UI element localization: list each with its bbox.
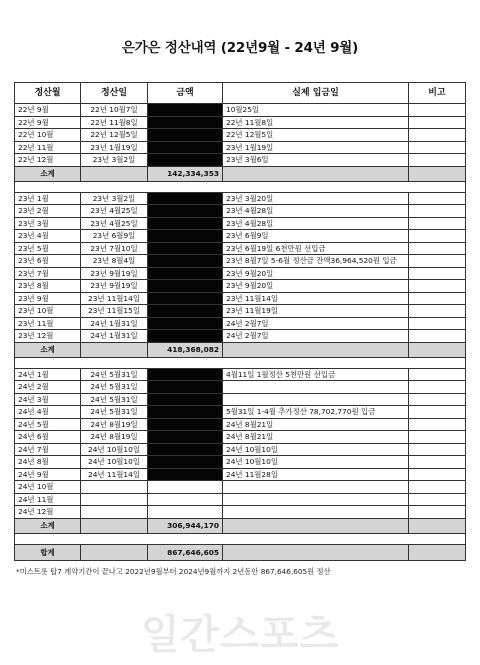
settle-date-cell: 22년 11월8일	[81, 116, 148, 129]
redacted-amount-cell	[148, 443, 223, 456]
spacer-cell	[15, 181, 466, 192]
deposit-date-cell: 23년 4월28일	[223, 205, 409, 218]
redacted-amount-cell	[148, 192, 223, 205]
settle-month-cell: 23년 4월	[15, 230, 81, 243]
table-row	[15, 129, 466, 142]
deposit-date-cell: 24년 8월21일	[223, 418, 409, 431]
redacted-amount-cell	[148, 468, 223, 481]
note-cell	[409, 280, 466, 293]
table-row	[15, 292, 466, 305]
redacted-amount-cell	[148, 456, 223, 469]
settle-date-cell: 23년 3월2일	[81, 154, 148, 167]
subtotal-label: 소계	[15, 342, 81, 357]
note-cell	[409, 468, 466, 481]
settle-date-cell: 24년 5월31일	[81, 381, 148, 394]
subtotal-blank	[81, 518, 148, 533]
redacted-amount-cell	[148, 116, 223, 129]
header-settle-date: 정산일	[81, 83, 148, 104]
deposit-date-cell: 24년 8월21일	[223, 431, 409, 444]
deposit-date-cell	[223, 393, 409, 406]
redacted-amount-cell	[148, 305, 223, 318]
settle-date-cell: 23년 8월4일	[81, 255, 148, 268]
deposit-date-cell: 5월31일 1-4월 추가정산 78,702,770원 입금	[223, 406, 409, 419]
subtotal-blank	[409, 342, 466, 357]
deposit-date-cell: 23년 4월28일	[223, 217, 409, 230]
settle-date-cell: 23년 9월19일	[81, 280, 148, 293]
settle-date-cell: 23년 4월25일	[81, 217, 148, 230]
table-row	[15, 242, 466, 255]
note-cell	[409, 317, 466, 330]
redacted-amount-cell	[148, 255, 223, 268]
table-row	[15, 154, 466, 167]
subtotal-label: 소계	[15, 518, 81, 533]
settle-month-cell: 24년 6월	[15, 431, 81, 444]
settle-month-cell: 23년 2월	[15, 205, 81, 218]
settle-month-cell: 24년 5월	[15, 418, 81, 431]
redacted-amount-cell	[148, 292, 223, 305]
deposit-date-cell: 23년 3월6일	[223, 154, 409, 167]
settle-month-cell: 23년 3월	[15, 217, 81, 230]
redacted-amount-cell	[148, 129, 223, 142]
settle-month-cell: 24년 9월	[15, 468, 81, 481]
settle-month-cell: 23년 6월	[15, 255, 81, 268]
subtotal-amount: 142,334,353	[148, 166, 223, 181]
note-cell	[409, 305, 466, 318]
header-amount: 금액	[148, 83, 223, 104]
table-row	[15, 330, 466, 343]
subtotal-blank	[223, 518, 409, 533]
subtotal-row	[15, 166, 466, 181]
deposit-date-cell	[223, 381, 409, 394]
note-cell	[409, 129, 466, 142]
spacer-row	[15, 533, 466, 544]
table-row	[15, 443, 466, 456]
note-cell	[409, 330, 466, 343]
table-row	[15, 305, 466, 318]
total-blank	[409, 544, 466, 560]
deposit-date-cell: 23년 9월20일	[223, 280, 409, 293]
subtotal-label: 소계	[15, 166, 81, 181]
deposit-date-cell	[223, 493, 409, 506]
note-cell	[409, 292, 466, 305]
note-cell	[409, 141, 466, 154]
deposit-date-cell: 22년 11월8일	[223, 116, 409, 129]
document-title: 은가은 정산내역 (22년9월 - 24년 9월)	[121, 40, 359, 56]
subtotal-amount: 418,368,082	[148, 342, 223, 357]
note-cell	[409, 104, 466, 117]
redacted-amount-cell	[148, 141, 223, 154]
total-label: 합계	[15, 544, 81, 560]
settle-date-cell: 23년 9월19일	[81, 267, 148, 280]
redacted-amount-cell	[148, 381, 223, 394]
table-row	[15, 280, 466, 293]
settle-month-cell: 23년 5월	[15, 242, 81, 255]
note-cell	[409, 230, 466, 243]
redacted-amount-cell	[148, 431, 223, 444]
settle-date-cell: 24년 5월31일	[81, 368, 148, 381]
deposit-date-cell: 4월11일 1월정산 5천만원 선입금	[223, 368, 409, 381]
subtotal-row	[15, 342, 466, 357]
redacted-amount-cell	[148, 217, 223, 230]
subtotal-blank	[81, 166, 148, 181]
grand-total-row	[15, 544, 466, 560]
redacted-amount-cell	[148, 368, 223, 381]
subtotal-blank	[223, 342, 409, 357]
table-row	[15, 431, 466, 444]
note-cell	[409, 481, 466, 494]
note-cell	[409, 406, 466, 419]
table-row	[15, 381, 466, 394]
settle-date-cell: 24년 5월31일	[81, 406, 148, 419]
settle-month-cell: 22년 9월	[15, 104, 81, 117]
settle-date-cell: 24년 5월31일	[81, 393, 148, 406]
deposit-date-cell: 23년 6월19일 6천만원 선입금	[223, 242, 409, 255]
subtotal-row	[15, 518, 466, 533]
note-cell	[409, 267, 466, 280]
note-cell	[409, 493, 466, 506]
settle-month-cell: 23년 9월	[15, 292, 81, 305]
deposit-date-cell: 24년 2월7일	[223, 330, 409, 343]
settlement-table	[14, 82, 466, 561]
redacted-amount-cell	[148, 317, 223, 330]
note-cell	[409, 242, 466, 255]
deposit-date-cell: 23년 8월7일 5-6월 정산금 잔액36,964,520원 입금	[223, 255, 409, 268]
table-row	[15, 116, 466, 129]
settle-date-cell	[81, 493, 148, 506]
redacted-amount-cell	[148, 280, 223, 293]
note-cell	[409, 393, 466, 406]
settle-month-cell: 22년 12월	[15, 154, 81, 167]
settle-date-cell	[81, 506, 148, 519]
deposit-date-cell: 23년 11월19일	[223, 305, 409, 318]
table-row	[15, 104, 466, 117]
note-cell	[409, 456, 466, 469]
spacer-row	[15, 181, 466, 192]
deposit-date-cell: 23년 3월20일	[223, 192, 409, 205]
note-cell	[409, 192, 466, 205]
settle-month-cell: 23년 8월	[15, 280, 81, 293]
note-cell	[409, 154, 466, 167]
table-row	[15, 456, 466, 469]
settle-date-cell: 24년 8월19일	[81, 431, 148, 444]
deposit-date-cell: 22년 12월5일	[223, 129, 409, 142]
settle-date-cell: 23년 3월2일	[81, 192, 148, 205]
table-row	[15, 506, 466, 519]
deposit-date-cell: 24년 10월10일	[223, 456, 409, 469]
settle-month-cell: 22년 10월	[15, 129, 81, 142]
settle-month-cell: 23년 1월	[15, 192, 81, 205]
settle-date-cell: 23년 11월14일	[81, 292, 148, 305]
redacted-amount-cell	[148, 267, 223, 280]
redacted-amount-cell	[148, 205, 223, 218]
settle-month-cell: 24년 12월	[15, 506, 81, 519]
settle-month-cell: 24년 4월	[15, 406, 81, 419]
table-row	[15, 406, 466, 419]
settle-date-cell: 24년 1월31일	[81, 317, 148, 330]
deposit-date-cell: 10월25일	[223, 104, 409, 117]
settle-date-cell: 24년 10월10일	[81, 456, 148, 469]
table-row	[15, 205, 466, 218]
subtotal-blank	[223, 166, 409, 181]
note-cell	[409, 506, 466, 519]
settle-date-cell: 24년 8월19일	[81, 418, 148, 431]
amount-cell	[148, 506, 223, 519]
settle-month-cell: 24년 1월	[15, 368, 81, 381]
settle-date-cell: 24년 1월31일	[81, 330, 148, 343]
note-cell	[409, 255, 466, 268]
settle-month-cell: 24년 8월	[15, 456, 81, 469]
table-row	[15, 393, 466, 406]
subtotal-amount: 306,944,170	[148, 518, 223, 533]
redacted-amount-cell	[148, 418, 223, 431]
table-row	[15, 317, 466, 330]
amount-cell	[148, 493, 223, 506]
settle-month-cell: 23년 10월	[15, 305, 81, 318]
settle-date-cell: 23년 6월9일	[81, 230, 148, 243]
settle-date-cell: 23년 1월19일	[81, 141, 148, 154]
table-row	[15, 141, 466, 154]
total-blank	[81, 544, 148, 560]
note-cell	[409, 381, 466, 394]
redacted-amount-cell	[148, 230, 223, 243]
deposit-date-cell: 24년 2월7일	[223, 317, 409, 330]
settle-month-cell: 23년 11월	[15, 317, 81, 330]
settle-month-cell: 23년 12월	[15, 330, 81, 343]
table-row	[15, 255, 466, 268]
redacted-amount-cell	[148, 393, 223, 406]
redacted-amount-cell	[148, 330, 223, 343]
table-row	[15, 468, 466, 481]
note-cell	[409, 443, 466, 456]
newspaper-logo-watermark: 일간스포츠	[140, 612, 340, 658]
table-row	[15, 192, 466, 205]
settle-date-cell	[81, 481, 148, 494]
deposit-date-cell	[223, 481, 409, 494]
table-row	[15, 481, 466, 494]
table-row	[15, 217, 466, 230]
header-row	[15, 83, 466, 104]
deposit-date-cell: 24년 11월28일	[223, 468, 409, 481]
settle-month-cell: 22년 11월	[15, 141, 81, 154]
table-row	[15, 418, 466, 431]
settle-month-cell: 24년 10월	[15, 481, 81, 494]
settle-date-cell: 23년 7월10일	[81, 242, 148, 255]
subtotal-blank	[409, 518, 466, 533]
settle-date-cell: 22년 12월5일	[81, 129, 148, 142]
note-cell	[409, 368, 466, 381]
settle-month-cell: 24년 2월	[15, 381, 81, 394]
deposit-date-cell: 23년 6월9일	[223, 230, 409, 243]
table-row	[15, 368, 466, 381]
settle-date-cell: 23년 4월25일	[81, 205, 148, 218]
spacer-row	[15, 357, 466, 368]
settle-month-cell: 22년 9월	[15, 116, 81, 129]
note-cell	[409, 205, 466, 218]
redacted-amount-cell	[148, 104, 223, 117]
deposit-date-cell: 24년 10월10일	[223, 443, 409, 456]
note-cell	[409, 431, 466, 444]
amount-cell	[148, 481, 223, 494]
settle-month-cell: 24년 7월	[15, 443, 81, 456]
redacted-amount-cell	[148, 242, 223, 255]
note-cell	[409, 116, 466, 129]
settle-month-cell: 23년 7월	[15, 267, 81, 280]
redacted-amount-cell	[148, 154, 223, 167]
deposit-date-cell	[223, 506, 409, 519]
spacer-cell	[15, 533, 466, 544]
settle-date-cell: 24년 11월14일	[81, 468, 148, 481]
settle-date-cell: 23년 11월15일	[81, 305, 148, 318]
redacted-amount-cell	[148, 406, 223, 419]
table-row	[15, 493, 466, 506]
settle-month-cell: 24년 11월	[15, 493, 81, 506]
subtotal-blank	[81, 342, 148, 357]
header-note: 비고	[409, 83, 466, 104]
settle-date-cell: 22년 10월7일	[81, 104, 148, 117]
subtotal-blank	[409, 166, 466, 181]
header-deposit-date: 실제 입금일	[223, 83, 409, 104]
total-amount: 867,646,605	[148, 544, 223, 560]
table-row	[15, 267, 466, 280]
deposit-date-cell: 23년 1월19일	[223, 141, 409, 154]
settle-date-cell: 24년 10월10일	[81, 443, 148, 456]
table-row	[15, 230, 466, 243]
footnote: *미스트롯 탑7 계약기간이 끝나고 2022년9월부터 2024년9월까지 2년동안 867,646,605원 정산	[16, 567, 331, 576]
note-cell	[409, 418, 466, 431]
total-blank	[223, 544, 409, 560]
deposit-date-cell: 23년 9월20일	[223, 267, 409, 280]
header-settle-month: 정산월	[15, 83, 81, 104]
table-body	[15, 104, 466, 561]
note-cell	[409, 217, 466, 230]
spacer-cell	[15, 357, 466, 368]
settle-month-cell: 24년 3월	[15, 393, 81, 406]
deposit-date-cell: 23년 11월14일	[223, 292, 409, 305]
